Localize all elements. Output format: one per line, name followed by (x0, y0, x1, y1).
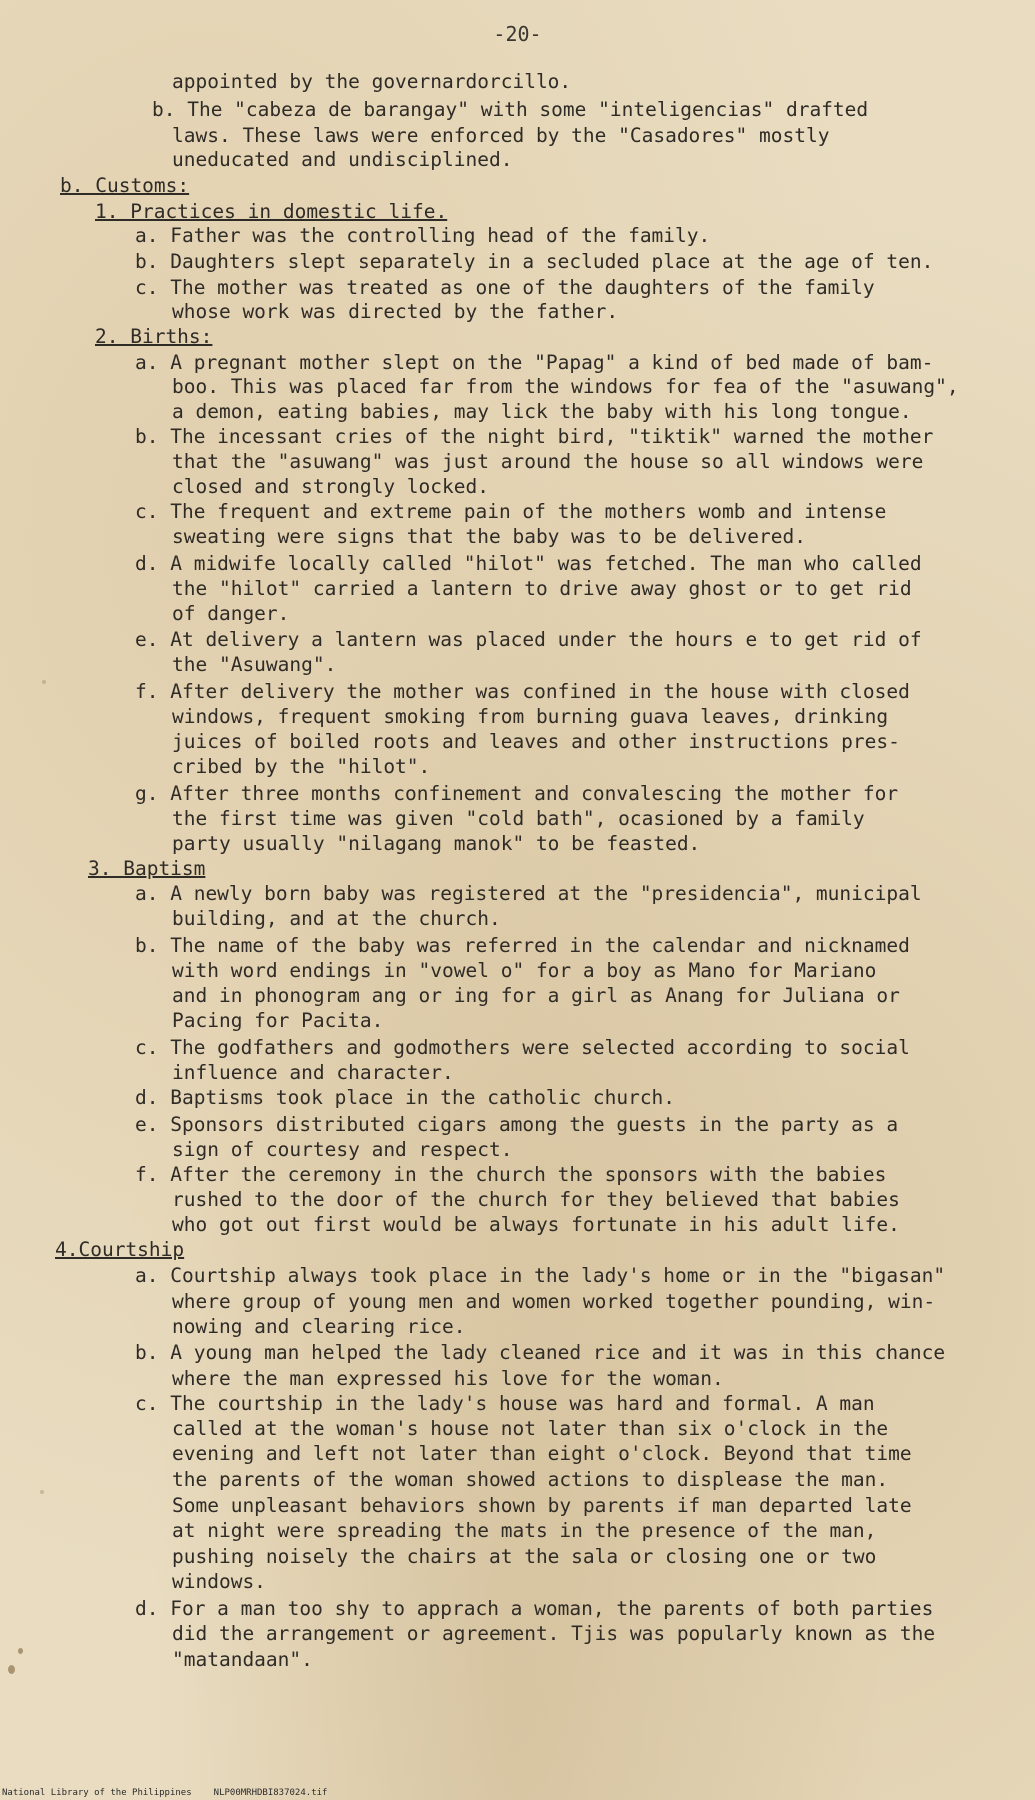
text-line: rushed to the door of the church for they believed that babies (172, 1188, 900, 1211)
text-line: e. Sponsors distributed cigars among the guests in the party as a (135, 1113, 899, 1136)
text-line: c. The mother was treated as one of the daughters of the family (135, 276, 875, 299)
text-line: influence and character. (172, 1061, 454, 1084)
text-line: cribed by the "hilot". (172, 755, 431, 778)
text-line: e. At delivery a lantern was placed under the hours e to get rid of (135, 628, 922, 651)
text-line: f. After the ceremony in the church the sponsors with the babies (135, 1163, 887, 1186)
text-line: and in phonogram ang or ing for a girl as Anang for Juliana or (172, 984, 900, 1007)
text-line: did the arrangement or agreement. Tjis was popularly known as the (172, 1622, 936, 1645)
text-line: at night were spreading the mats in the presence of the man, (172, 1519, 877, 1542)
text-line: pushing noisely the chairs at the sala or closing one or two (172, 1545, 877, 1568)
library-name: National Library of the Philippines (2, 1788, 192, 1798)
section-heading: 4.Courtship (55, 1238, 185, 1261)
text-line: evening and left not later than eight o'clock. Beyond that time (172, 1442, 912, 1465)
text-line: appointed by the governardorcillo. (172, 70, 572, 93)
section-heading: b. Customs: (60, 174, 190, 197)
text-line: d. A midwife locally called "hilot" was fetched. The man who called (135, 552, 922, 575)
text-line: building, and at the church. (172, 907, 501, 930)
text-line: Pacing for Pacita. (172, 1009, 384, 1032)
text-line: sweating were signs that the baby was to be delivered. (172, 525, 806, 548)
text-line: a demon, eating babies, may lick the baby with his long tongue. (172, 400, 912, 423)
ink-spot (40, 1490, 44, 1494)
text-line: boo. This was placed far from the windows for fea of the "asuwang", (172, 375, 959, 398)
text-line: a. A newly born baby was registered at the "presidencia", municipal (135, 882, 922, 905)
section-heading: 2. Births: (95, 325, 213, 348)
text-line: b. A young man helped the lady cleaned rice and it was in this chance (135, 1341, 946, 1364)
text-line: c. The godfathers and godmothers were selected according to social (135, 1036, 910, 1059)
text-line: b. The "cabeza de barangay" with some "inteligencias" drafted (152, 98, 869, 121)
text-line: a. Courtship always took place in the lady's home or in the "bigasan" (135, 1264, 946, 1287)
text-line: of danger. (172, 602, 290, 625)
text-line: called at the woman's house not later than six o'clock in the (172, 1417, 889, 1440)
text-line: d. For a man too shy to apprach a woman, the parents of both parties (135, 1597, 934, 1620)
text-line: b. The incessant cries of the night bird, "tiktik" warned the mother (135, 425, 934, 448)
text-line: juices of boiled roots and leaves and other instructions pres- (172, 730, 900, 753)
text-line: d. Baptisms took place in the catholic church. (135, 1086, 676, 1109)
text-line: laws. These laws were enforced by the "Casadores" mostly (172, 124, 830, 147)
text-line: uneducated and undisciplined. (172, 148, 513, 171)
text-line: the first time was given "cold bath", ocasioned by a family (172, 807, 865, 830)
text-line: g. After three months confinement and convalescing the mother for (135, 782, 899, 805)
text-line: that the "asuwang" was just around the house so all windows were (172, 450, 924, 473)
ink-spot (18, 1648, 23, 1654)
text-line: windows. (172, 1570, 266, 1593)
text-line: whose work was directed by the father. (172, 300, 619, 323)
file-id: NLP00MRHDBI837024.tif (213, 1788, 328, 1798)
text-line: where group of young men and women worked together pounding, win- (172, 1290, 936, 1313)
section-heading: 3. Baptism (88, 857, 206, 880)
text-line: the parents of the woman showed actions to displease the man. (172, 1468, 889, 1491)
text-line: sign of courtesy and respect. (172, 1138, 513, 1161)
page-number: -20- (493, 22, 542, 46)
text-line: the "Asuwang". (172, 653, 337, 676)
text-line: a. Father was the controlling head of the family. (135, 224, 711, 247)
text-line: b. Daughters slept separately in a secluded place at the age of ten. (135, 250, 934, 273)
text-line: nowing and clearing rice. (172, 1315, 466, 1338)
text-line: party usually "nilagang manok" to be feasted. (172, 832, 701, 855)
text-line: a. A pregnant mother slept on the "Papag" a kind of bed made of bam- (135, 351, 934, 374)
ink-spot (8, 1665, 15, 1674)
text-line: Some unpleasant behaviors shown by parents if man departed late (172, 1494, 912, 1517)
section-heading: 1. Practices in domestic life. (95, 200, 448, 223)
text-line: where the man expressed his love for the woman. (172, 1367, 724, 1390)
text-line: with word endings in "vowel o" for a boy as Mano for Mariano (172, 959, 877, 982)
text-line: the "hilot" carried a lantern to drive away ghost or to get rid (172, 577, 912, 600)
scan-footer (2, 1788, 327, 1798)
text-line: closed and strongly locked. (172, 475, 489, 498)
text-line: c. The courtship in the lady's house was hard and formal. A man (135, 1392, 875, 1415)
text-line: b. The name of the baby was referred in the calendar and nicknamed (135, 934, 910, 957)
text-line: c. The frequent and extreme pain of the mothers womb and intense (135, 500, 887, 523)
text-line: who got out first would be always fortunate in his adult life. (172, 1213, 900, 1236)
text-line: f. After delivery the mother was confined in the house with closed (135, 680, 910, 703)
ink-spot (42, 680, 46, 684)
text-line: "matandaan". (172, 1648, 313, 1671)
text-line: windows, frequent smoking from burning guava leaves, drinking (172, 705, 889, 728)
